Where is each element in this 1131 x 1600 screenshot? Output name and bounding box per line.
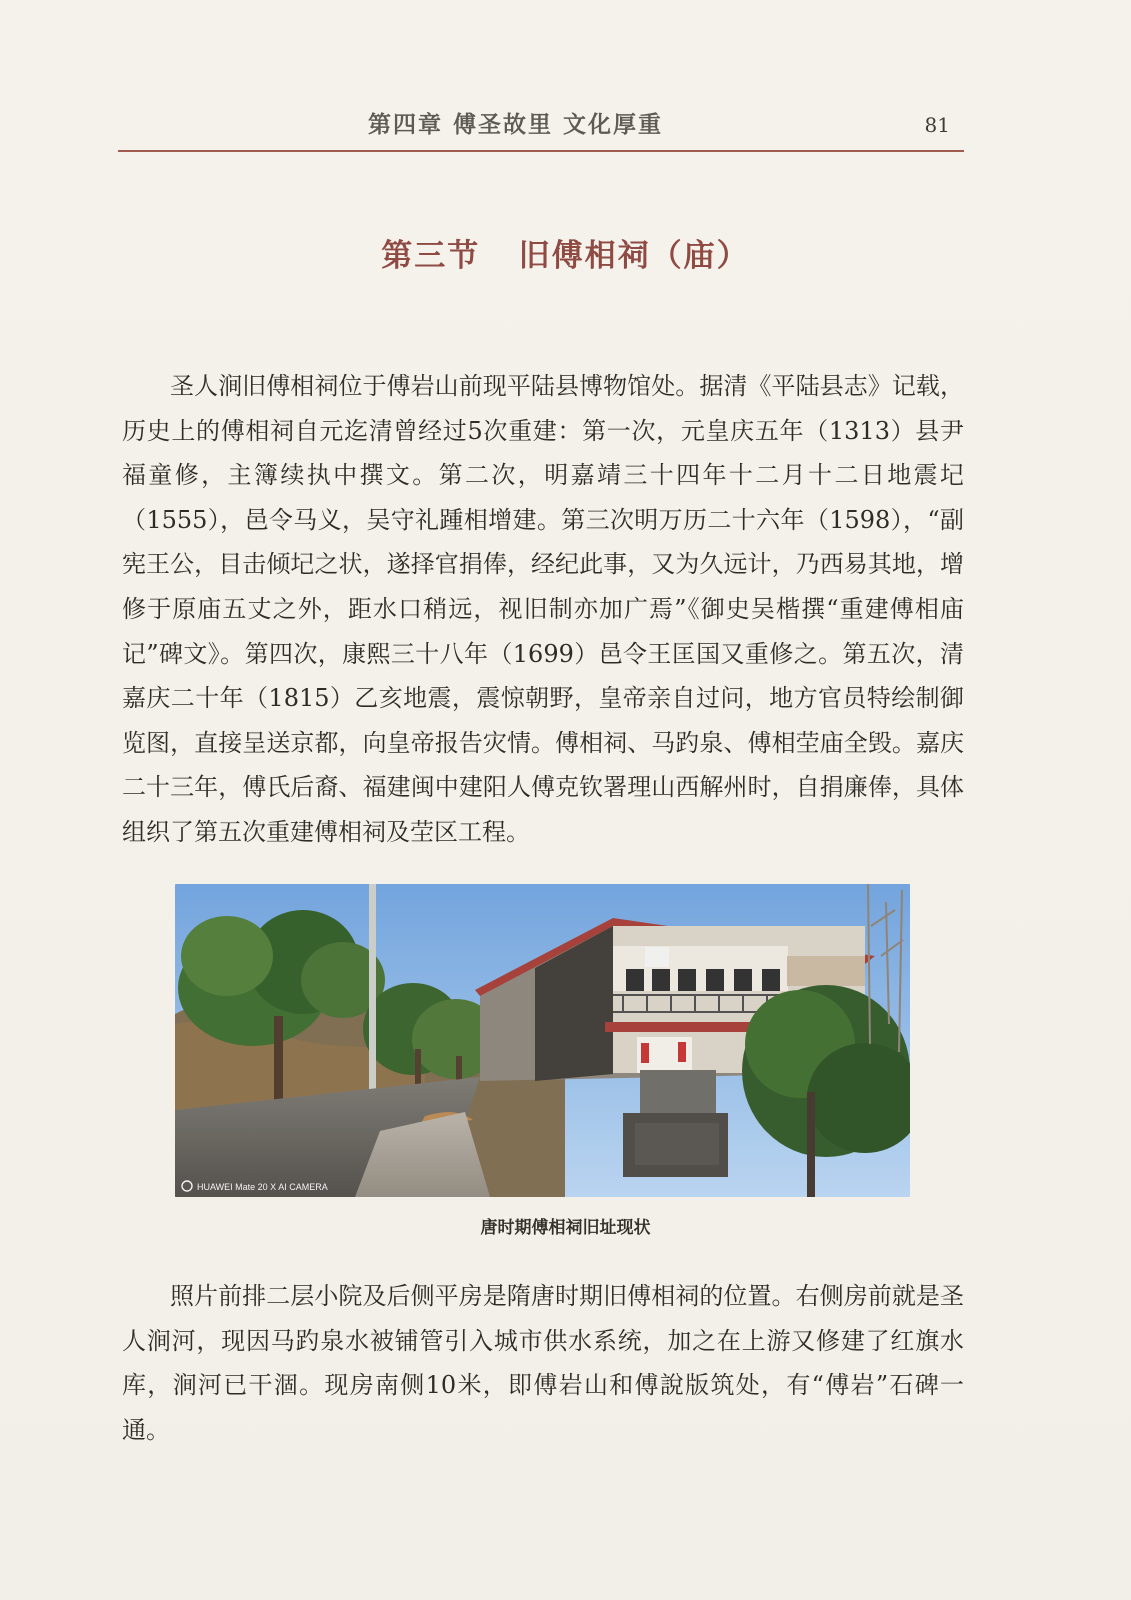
page-number: 81 [924,113,950,137]
paragraph-history: 圣人涧旧傅相祠位于傅岩山前现平陆县博物馆处。据清《平陆县志》记载，历史上的傅相祠自元迄清曾经过5次重建：第一次，元皇庆五年（1313）县尹福童修，主簿续执中撰文。第二次，明嘉靖三十四年十二月十二日地震圮（1555），邑令马义，吴守礼踵相增建。第三次明万历二十六年（1598），“副宪王公，目击倾圮之状，遂择官捐俸，经纪此事，又为久远计，乃西易其地，增修于原庙五丈之外，距水口稍远，视旧制亦加广焉”《御史吴楷撰“重建傅相庙记”碑文》。第四次，康熙三十八年（1699）邑令王匡国又重修之。第五次，清嘉庆二十年（1815）乙亥地震，震惊朝野，皇帝亲自过问，地方官员特绘制御览图，直接呈送京都，向皇帝报告灾情。傅相祠、马趵泉、傅相茔庙全毁。嘉庆二十三年，傅氏后裔、福建闽中建阳人傅克钦署理山西解州时，自捐廉俸，具体组织了第五次重建傅相祠及茔区工程。 [122,372,964,846]
site-photo [175,884,910,1197]
section-title: 第三节 旧傅相祠（庙） [381,238,750,274]
site-photo-illustration [175,884,910,1197]
running-header [118,104,964,152]
photo-lighting [175,884,910,1197]
photo-caption: 唐时期傅相祠旧址现状 [480,1218,651,1238]
paragraph-photo-description: 照片前排二层小院及后侧平房是隋唐时期旧傅相祠的位置。右侧房前就是圣人涧河，现因马趵泉水被铺管引入城市供水系统，加之在上游又修建了红旗水库，涧河已干涸。现房南侧10米，即傅岩山和傅說版筑处，有“傅岩”石碑一通。 [122,1282,964,1444]
camera-watermark: HUAWEI Mate 20 X AI CAMERA [197,1182,328,1192]
chapter-title: 第四章 傅圣故里 文化厚重 [368,112,664,138]
